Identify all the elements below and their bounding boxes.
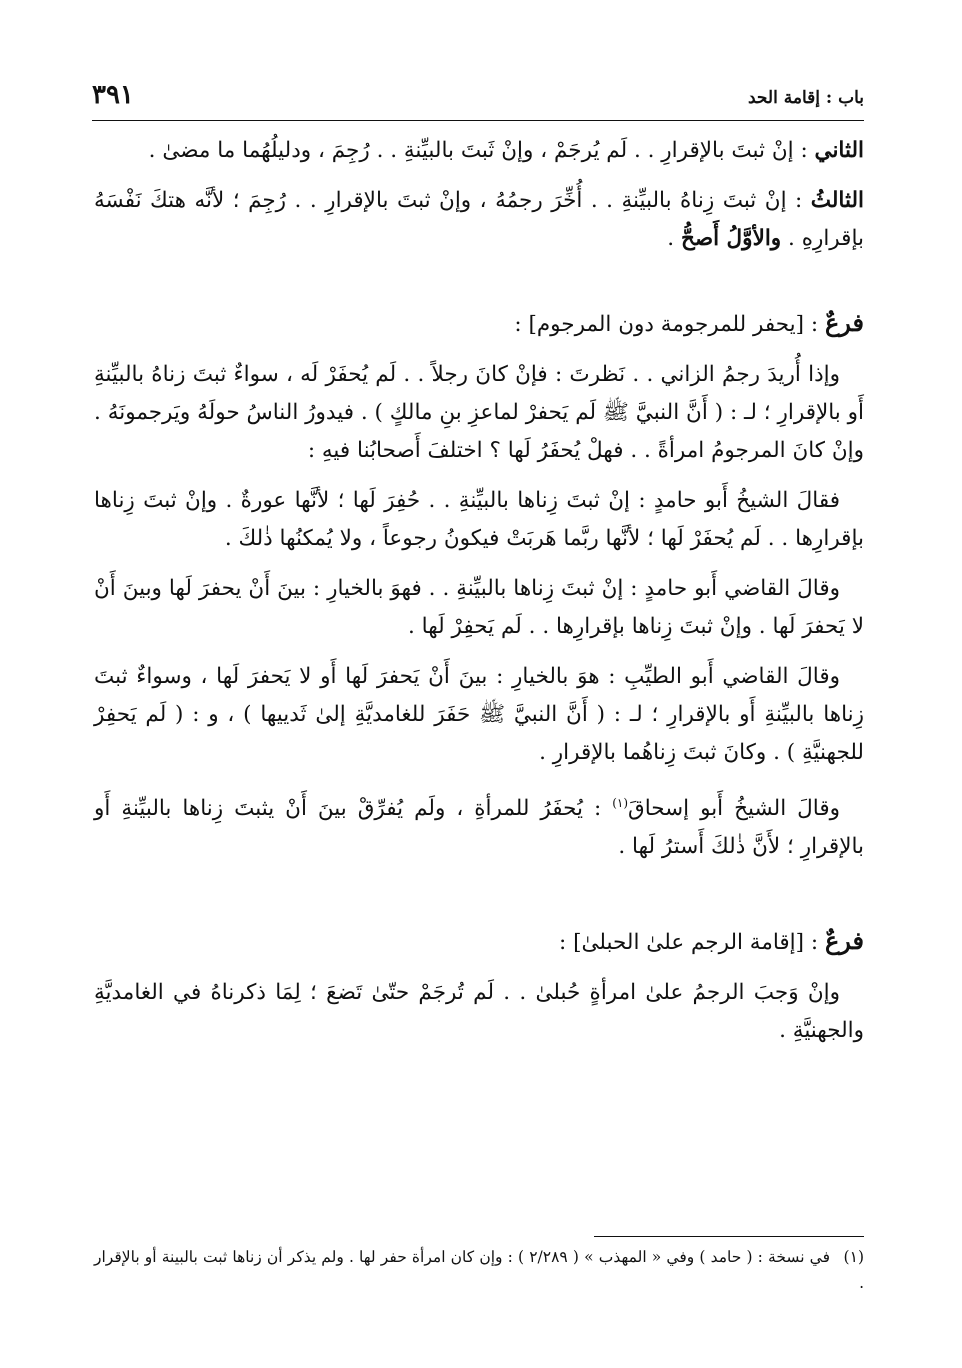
footnote [94,1244,864,1296]
section-heading-pregnant [94,922,864,962]
paragraph-stoning-man: وإذا أُريدَ رجمُ الزاني . . نَظرتَ : فإنْ كانَ رجلاً . . لَم يُحفَرْ لَه ، سواءٌ ثبتَ زناهُ بالبيِّنةِ أَو بالإقرارِ ؛ لـ : ( أَنَّ النبيَّ ﷺ لَم يَحفرْ لماعزِ بنِ مالكٍ ) . فيدورُ الناسُ حولَهُ ويَرجمونَهُ . وإنْ كانَ المرجومُ امرأةً . . فهلْ يُحفَرُ لَها ؟ اختلفَ أَصحابُنا فيهِ : [94,362,864,463]
lead-word: الثالثُ [810,188,864,213]
paragraph-abu-ishaq [94,784,864,866]
far-label: فرعٌ [824,926,864,956]
section-title: باب : إقامة الحد [748,88,864,108]
preferred-opinion: والأوَّلُ أَصحُّ [680,226,782,251]
paragraph-second-opinion [94,132,864,170]
paragraph-pregnant: وإنْ وَجبَ الرجمُ علىٰ امرأةٍ حُبلىٰ . . لَم تُرجَمْ حتّىٰ تَضعَ ؛ لِمَا ذكرناهُ في الغامديَّةِ والجهنيَّةِ . [94,980,864,1044]
footnote-separator [594,1236,864,1237]
paragraph-third-opinion [94,182,864,258]
section-heading-text: : [إقامة الرجم علىٰ الحبلىٰ] : [559,930,825,956]
section-heading-text: : [يحفر للمرجومة دون المرجوم] : [514,312,825,337]
lead-word: الثاني [814,138,864,163]
paragraph-abu-hamid-qadi: وقالَ القاضي أَبو حامدٍ : إنْ ثبتَ زِناها بالبيِّنةِ . . فهوَ بالخيارِ : بينَ أَنْ يحفرَ لَها وبينَ أَنْ لا يَحفرَ لَها . وإنْ ثبتَ زِناها بإقرارِها . . لَم يَحفِرْ لَها . [94,576,864,639]
running-header [92,80,864,121]
paragraph-tail: . [667,226,681,251]
page-number: ٣٩١ [92,80,134,110]
paragraph-abu-hamid-shaykh: فقالَ الشيخُ أَبو حامدٍ : إنْ ثبتَ زِناها بالبيِّنةِ . . حُفِرَ لَها ؛ لأنَّها عورةٌ . وإنْ ثبتَ زِناها بإقرارِها . . لَم يُحفَرْ لَها ؛ لأنَّها ربَّما هَربَتْ فيكونُ رجوعاً ، ولا يُمكنُها ذٰلكَ . [94,488,864,551]
footnote-number: (١) [843,1248,864,1266]
main-text [94,132,864,1062]
paragraph-text: : إنْ ثبتَ زِناهُ بالبيِّنةِ . . أُخِّرَ رجمُهُ ، وإنْ ثبتَ بالإقرارِ . . رُجِمَ ؛ لأنَّه هتكَ نَفْسَهُ بإقرارِهِ . [94,188,864,251]
paragraph-abu-tayyib: وقالَ القاضي أَبو الطيِّبِ : هوَ بالخيارِ : بينَ أَنْ يَحفرَ لَها أَو لا يَحفرَ لَها ، وسواءٌ ثبتَ زِناها بالبيِّنةِ أَو بالإقرارِ ؛ لـ : ( أَنَّ النبيَّ ﷺ حَفَرَ للغامديَّةِ إلىٰ ثَدييها ) ، و : ( لَم يَحفِرْ للجهنيَّةِ ) . وكانَ ثبتَ زِناهُما بالإقرارِ . [94,664,864,765]
far-label: فرعٌ [824,308,864,337]
footnote-text: في نسخة : ( حامد ) وفي « المهذب » ( ٢/٢٨٩ ) : وإن كان امرأة حفر لها . ولم يذكر أن زناها ثبت بالبينة أو بالإقرار . [94,1248,864,1292]
paragraph-text: وقالَ الشيخُ أَبو إسحاقَ [628,796,840,822]
section-heading-digging [94,304,864,344]
paragraph-text: : يُحفَرُ للمرأةِ ، ولَم يُفرِّقْ بينَ أَنْ يثبتَ زِناها بالبيِّنةِ أَو بالإقرارِ ؛ لأَنَّ ذٰلكَ أَسترُ لَها . [94,796,864,860]
paragraph-text: : إنْ ثبتَ بالإقرارِ . . لَم يُرجَمْ ، وإنْ ثَبتَ بالبيِّنةِ . . رُجِمَ ، ودليلُهُما ما مضىٰ . [148,138,815,163]
footnote-reference: (١) [612,796,629,810]
